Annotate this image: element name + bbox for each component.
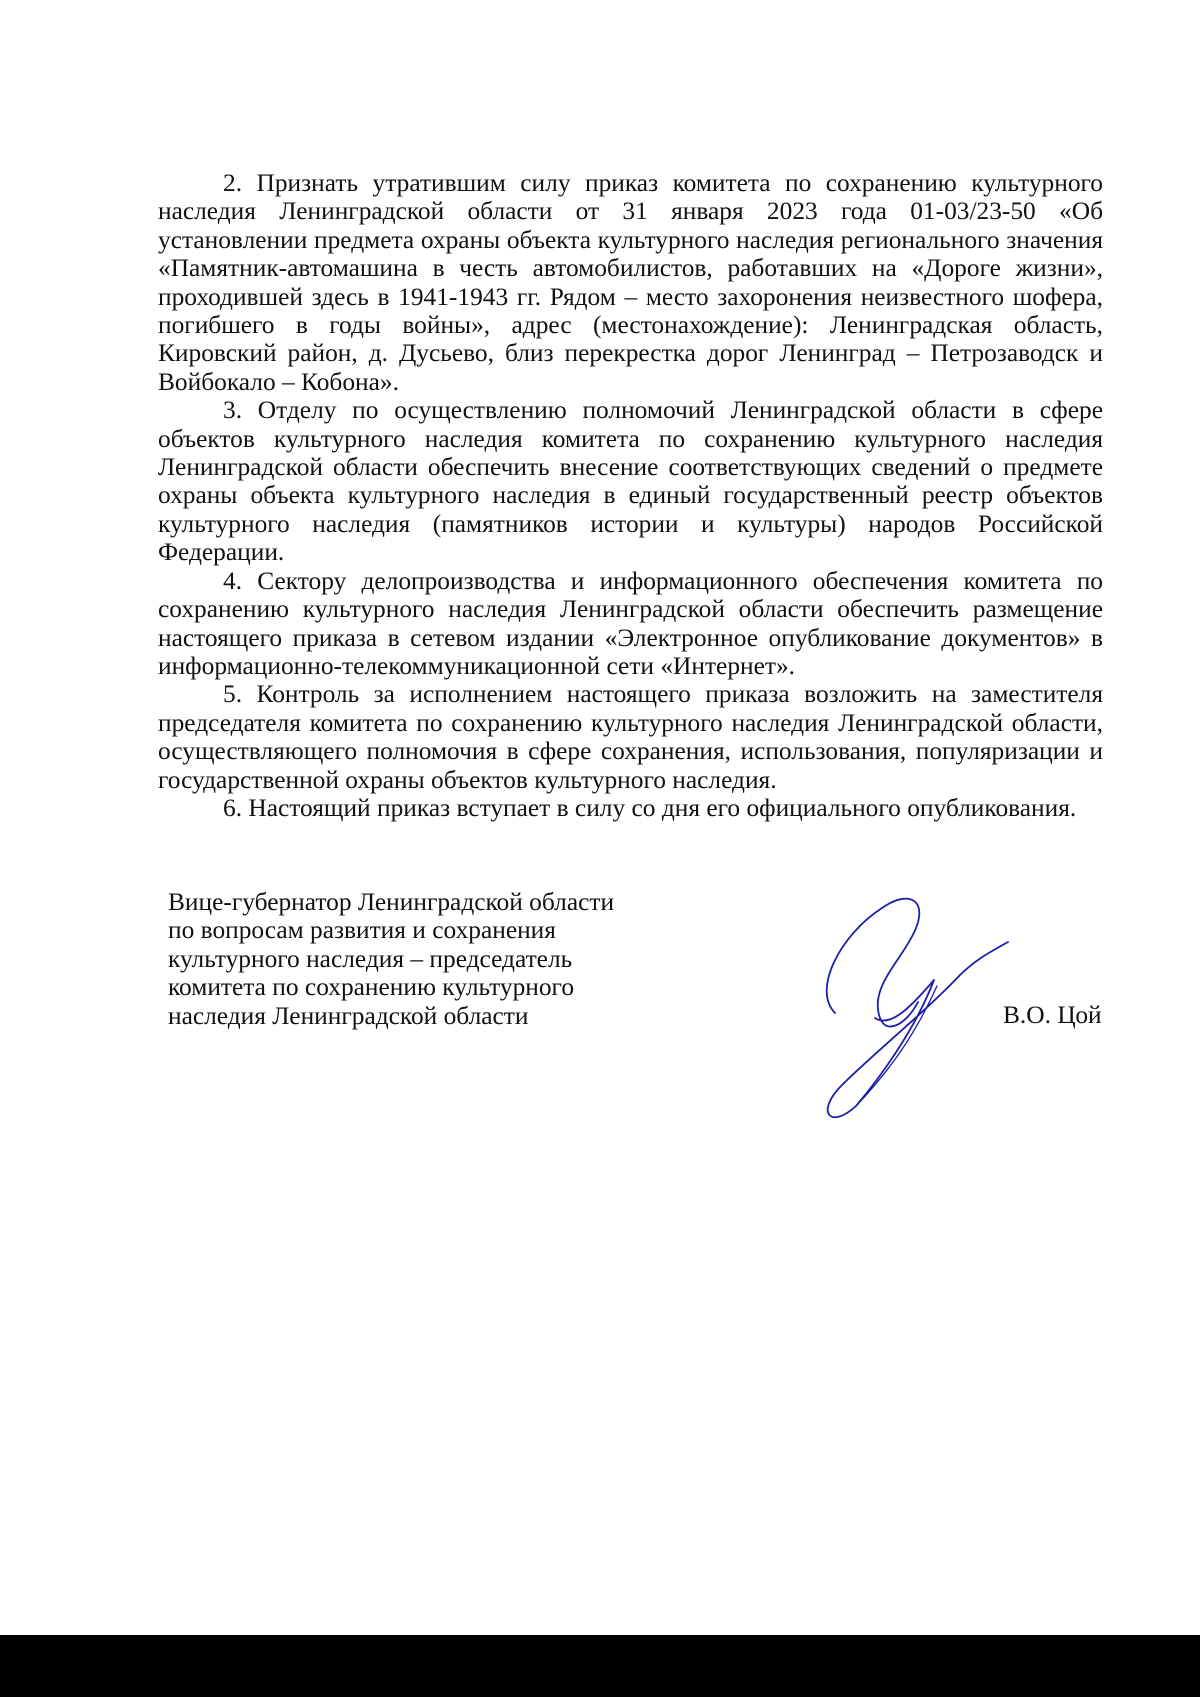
paragraph-3: 3. Отделу по осуществлению полномочий Ленинградской области в сфере объектов культурного наследия комитета по сохранению культурного наследия Ленинградской области обеспечить внесение соответствующих сведений о предмете охраны объекта культурного наследия в единый государственный реестр объектов культурного наследия (памятников истории и культуры) народов Российской Федерации. — [158, 396, 1103, 567]
signatory-title-line: Вице-губернатор Ленинградской области — [168, 888, 615, 916]
signature-stroke — [856, 986, 937, 1106]
signatory-title-line: комитета по сохранению культурного — [168, 973, 575, 1002]
signatory-title-line: наследия Ленинградской области — [168, 1001, 529, 1030]
scan-border — [0, 1635, 1200, 1697]
signatory-title — [168, 888, 688, 1030]
paragraph-2: 2. Признать утратившим силу приказ комитета по сохранению культурного наследия Ленинградской области от 31 января 2023 года 01-03/23-50 «Об установлении предмета охраны объекта культурного наследия регионального значения «Памятник-автомашина в честь автомобилистов, работавших на «Дороге жизни», проходившей здесь в 1941-1943 гг. Рядом – место захоронения неизвестного шофера, погибшего в годы войны», адрес (местонахождение): Ленинградская область, Кировский район, д. Дусьево, близ перекрестка дорог Ленинград – Петрозаводск и Войбокало – Кобона». — [158, 169, 1103, 396]
signer-name: В.О. Цой — [1003, 1001, 1102, 1029]
signature-stroke — [828, 942, 1008, 1117]
signatory-title-line: культурного наследия – председатель — [168, 944, 573, 973]
paragraph-6: 6. Настоящий приказ вступает в силу со дня его официального опубликования. — [223, 793, 1077, 822]
order-body — [158, 169, 1103, 822]
paragraph-5: 5. Контроль за исполнением настоящего приказа возложить на заместителя председателя комитета по сохранению культурного наследия Ленинградской области, осуществляющего полномочия в сфере сохранения, использования, популяризации и государственной охраны объектов культурного наследия. — [158, 680, 1103, 794]
signatory-title-line: по вопросам развития и сохранения — [168, 916, 556, 945]
signature-stroke — [827, 899, 920, 1027]
paragraph-4: 4. Сектору делопроизводства и информационного обеспечения комитета по сохранению культурного наследия Ленинградской области обеспечить размещение настоящего приказа в сетевом издании «Электронное опубликование документов» в информационно-телекоммуникационной сети «Интернет». — [158, 566, 1103, 680]
